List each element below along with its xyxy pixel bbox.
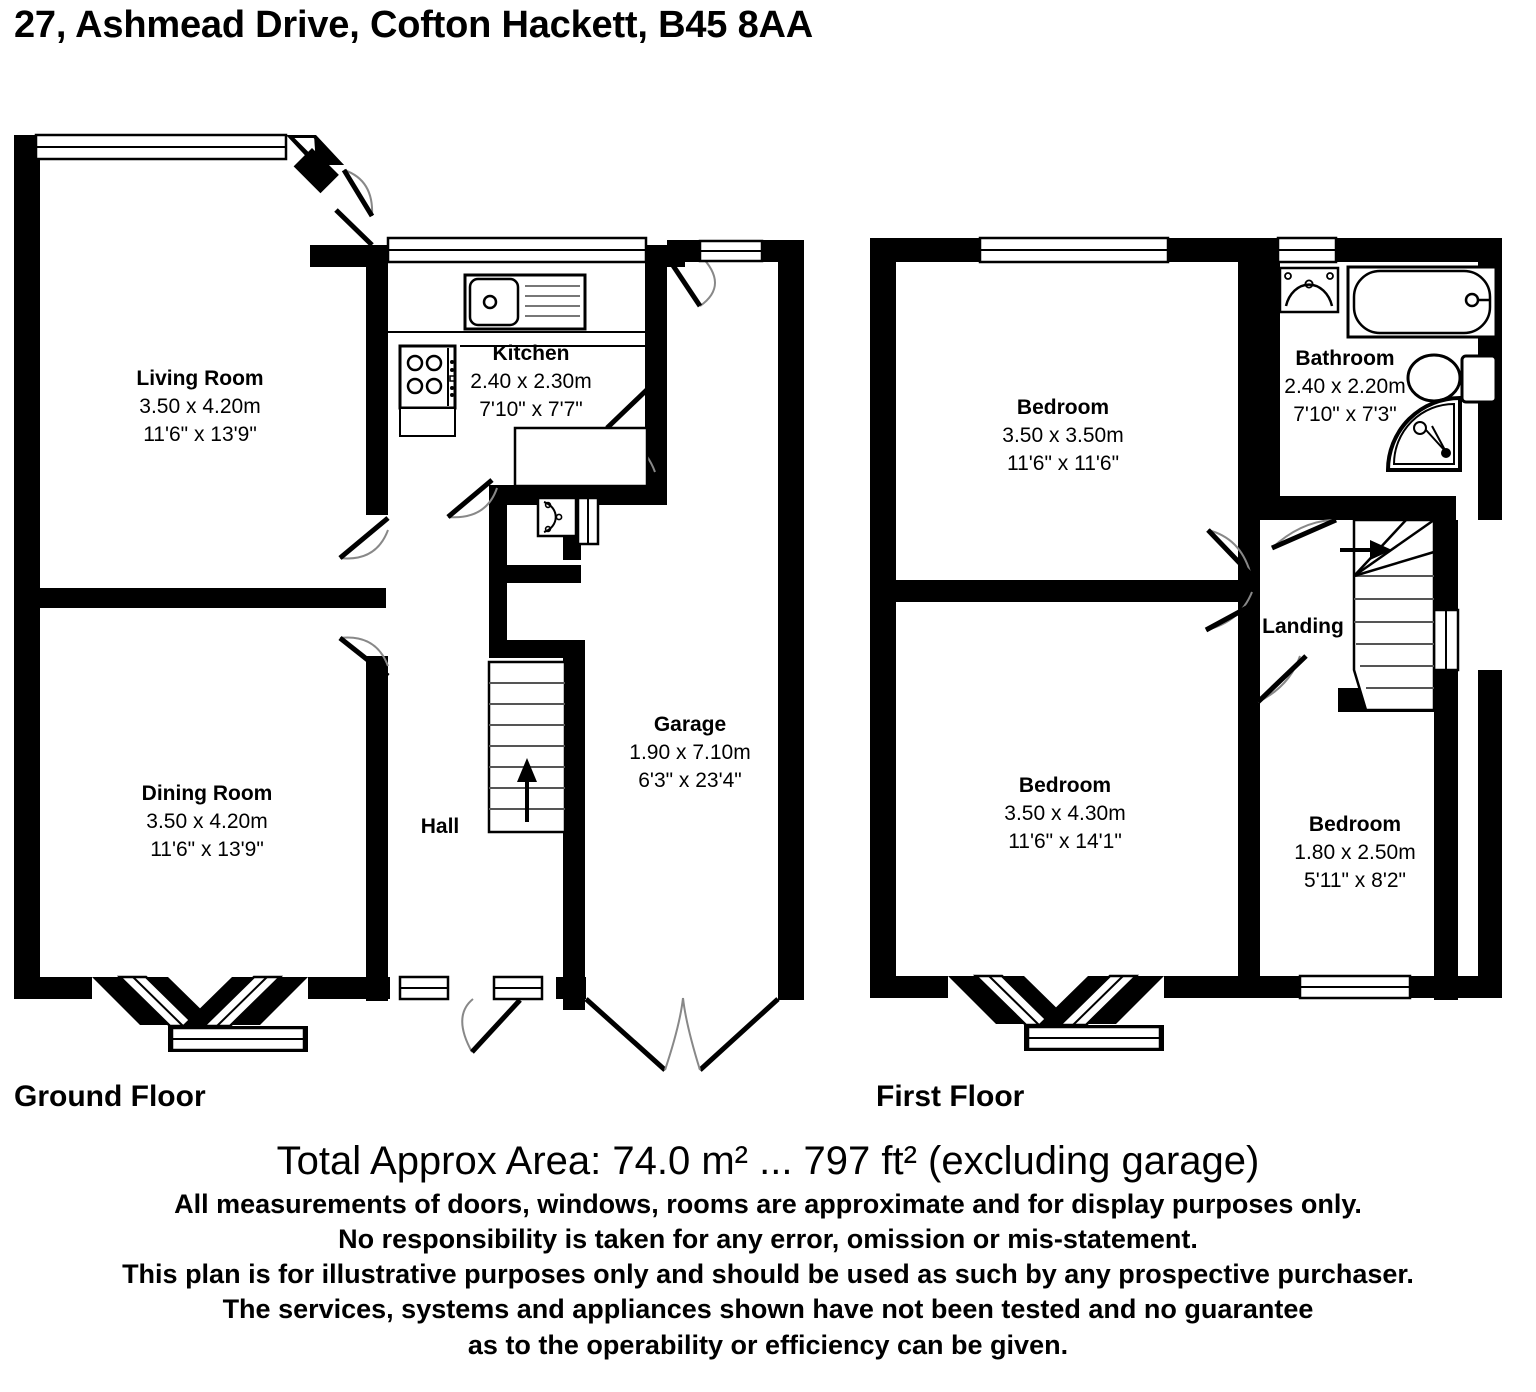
landing-name: Landing bbox=[1262, 615, 1344, 638]
ground-floor-label: Ground Floor bbox=[14, 1080, 206, 1113]
living-room-door-top bbox=[336, 170, 372, 245]
bedroom3-dim-m: 1.80 x 2.50m bbox=[1294, 841, 1416, 864]
dining-room-dim-m: 3.50 x 4.20m bbox=[146, 810, 268, 833]
bedroom2-label bbox=[1004, 774, 1125, 853]
disclaimer-line-2: No responsibility is taken for any error, omission or mis-statement. bbox=[338, 1224, 1198, 1255]
door-hall-living bbox=[340, 518, 388, 558]
kitchen-base-unit bbox=[515, 428, 647, 486]
first-floor-plan bbox=[870, 238, 1502, 1051]
bathroom-window bbox=[1278, 238, 1336, 262]
bedroom1-dim-ft: 11'6" x 11'6" bbox=[1006, 452, 1120, 475]
disclaimer-line-1: All measurements of doors, windows, rooms are approximate and for display purposes only. bbox=[174, 1189, 1362, 1220]
disclaimer-line-3: This plan is for illustrative purposes only and should be used as such by any prospective purchaser. bbox=[122, 1259, 1414, 1290]
bathroom-name: Bathroom bbox=[1295, 347, 1395, 370]
kitchen-name: Kitchen bbox=[492, 342, 570, 365]
total-area-text: Total Approx Area: 74.0 m² ... 797 ft² (excluding garage) bbox=[276, 1139, 1260, 1183]
kitchen-label bbox=[470, 342, 591, 421]
living-room-dim-m: 3.50 x 4.20m bbox=[139, 395, 261, 418]
living-room-dim-ft: 11'6" x 13'9" bbox=[143, 423, 257, 446]
floorplan-stage bbox=[0, 110, 1536, 1120]
bedroom3-name: Bedroom bbox=[1308, 813, 1402, 836]
bathroom-dim-ft: 7'10" x 7'3" bbox=[1293, 403, 1397, 426]
bedroom1-window bbox=[980, 238, 1168, 262]
kitchen-side-window bbox=[700, 241, 762, 261]
bedroom1-dim-m: 3.50 x 3.50m bbox=[1002, 424, 1124, 447]
staircase-up bbox=[489, 662, 565, 832]
kitchen-dim-ft: 7'10" x 7'7" bbox=[479, 398, 583, 421]
dining-room-dim-ft: 11'6" x 13'9" bbox=[150, 838, 264, 861]
garage-dim-ft: 6'3" x 23'4" bbox=[638, 769, 742, 792]
dining-bay-window bbox=[92, 977, 308, 1052]
kitchen-hob-icon bbox=[400, 346, 455, 436]
landing-label bbox=[1262, 615, 1344, 638]
hall-name: Hall bbox=[420, 815, 460, 838]
wc-basin-icon bbox=[538, 498, 576, 536]
bathroom-dim-m: 2.40 x 2.20m bbox=[1284, 375, 1406, 398]
hall-label bbox=[421, 815, 460, 838]
bedroom2-name: Bedroom bbox=[1018, 774, 1112, 797]
living-room-window bbox=[36, 135, 344, 193]
bath-icon bbox=[1348, 267, 1496, 337]
kitchen-dim-m: 2.40 x 2.30m bbox=[470, 370, 592, 393]
kitchen-sink-icon bbox=[465, 275, 585, 329]
garage-name: Garage bbox=[653, 713, 727, 736]
living-room-name: Living Room bbox=[136, 367, 264, 390]
disclaimer-line-4: The services, systems and appliances shown have not been tested and no guarantee bbox=[222, 1294, 1314, 1325]
bedroom1-name: Bedroom bbox=[1016, 396, 1110, 419]
bedroom2-dim-ft: 11'6" x 14'1" bbox=[1008, 830, 1122, 853]
garage-label bbox=[629, 713, 750, 792]
bedroom3-label bbox=[1294, 813, 1415, 892]
front-door bbox=[400, 977, 542, 1052]
bedroom3-window bbox=[1300, 976, 1410, 998]
door-bedroom3 bbox=[1258, 656, 1306, 702]
dining-room-name: Dining Room bbox=[141, 782, 273, 805]
kitchen-window bbox=[388, 238, 646, 262]
bedroom2-bay-window bbox=[948, 976, 1164, 1051]
disclaimer-line-5: as to the operability or efficiency can be given. bbox=[467, 1329, 1069, 1360]
dining-room-label bbox=[142, 782, 273, 861]
wc-window bbox=[578, 498, 598, 544]
bathroom-toilet-icon bbox=[1408, 355, 1496, 402]
living-room-label bbox=[136, 367, 263, 446]
bedroom1-label bbox=[1002, 396, 1123, 475]
garage-doors bbox=[586, 998, 778, 1070]
shower-quadrant-icon bbox=[1388, 398, 1460, 470]
first-floor-label: First Floor bbox=[876, 1080, 1025, 1113]
ground-floor-plan bbox=[14, 135, 804, 1070]
bedroom2-dim-m: 3.50 x 4.30m bbox=[1004, 802, 1126, 825]
stairwell-window bbox=[1434, 610, 1458, 670]
bedroom3-dim-ft: 5'11" x 8'2" bbox=[1304, 869, 1406, 892]
footer bbox=[0, 1140, 1536, 1363]
door-bathroom bbox=[1272, 520, 1336, 548]
page-title: 27, Ashmead Drive, Cofton Hackett, B45 8AA bbox=[14, 4, 813, 46]
bathroom-label bbox=[1284, 347, 1405, 426]
staircase-down bbox=[1340, 520, 1434, 710]
bathroom-basin-icon bbox=[1280, 268, 1338, 312]
garage-dim-m: 1.90 x 7.10m bbox=[629, 741, 751, 764]
ground-floor-walls bbox=[14, 135, 804, 1010]
